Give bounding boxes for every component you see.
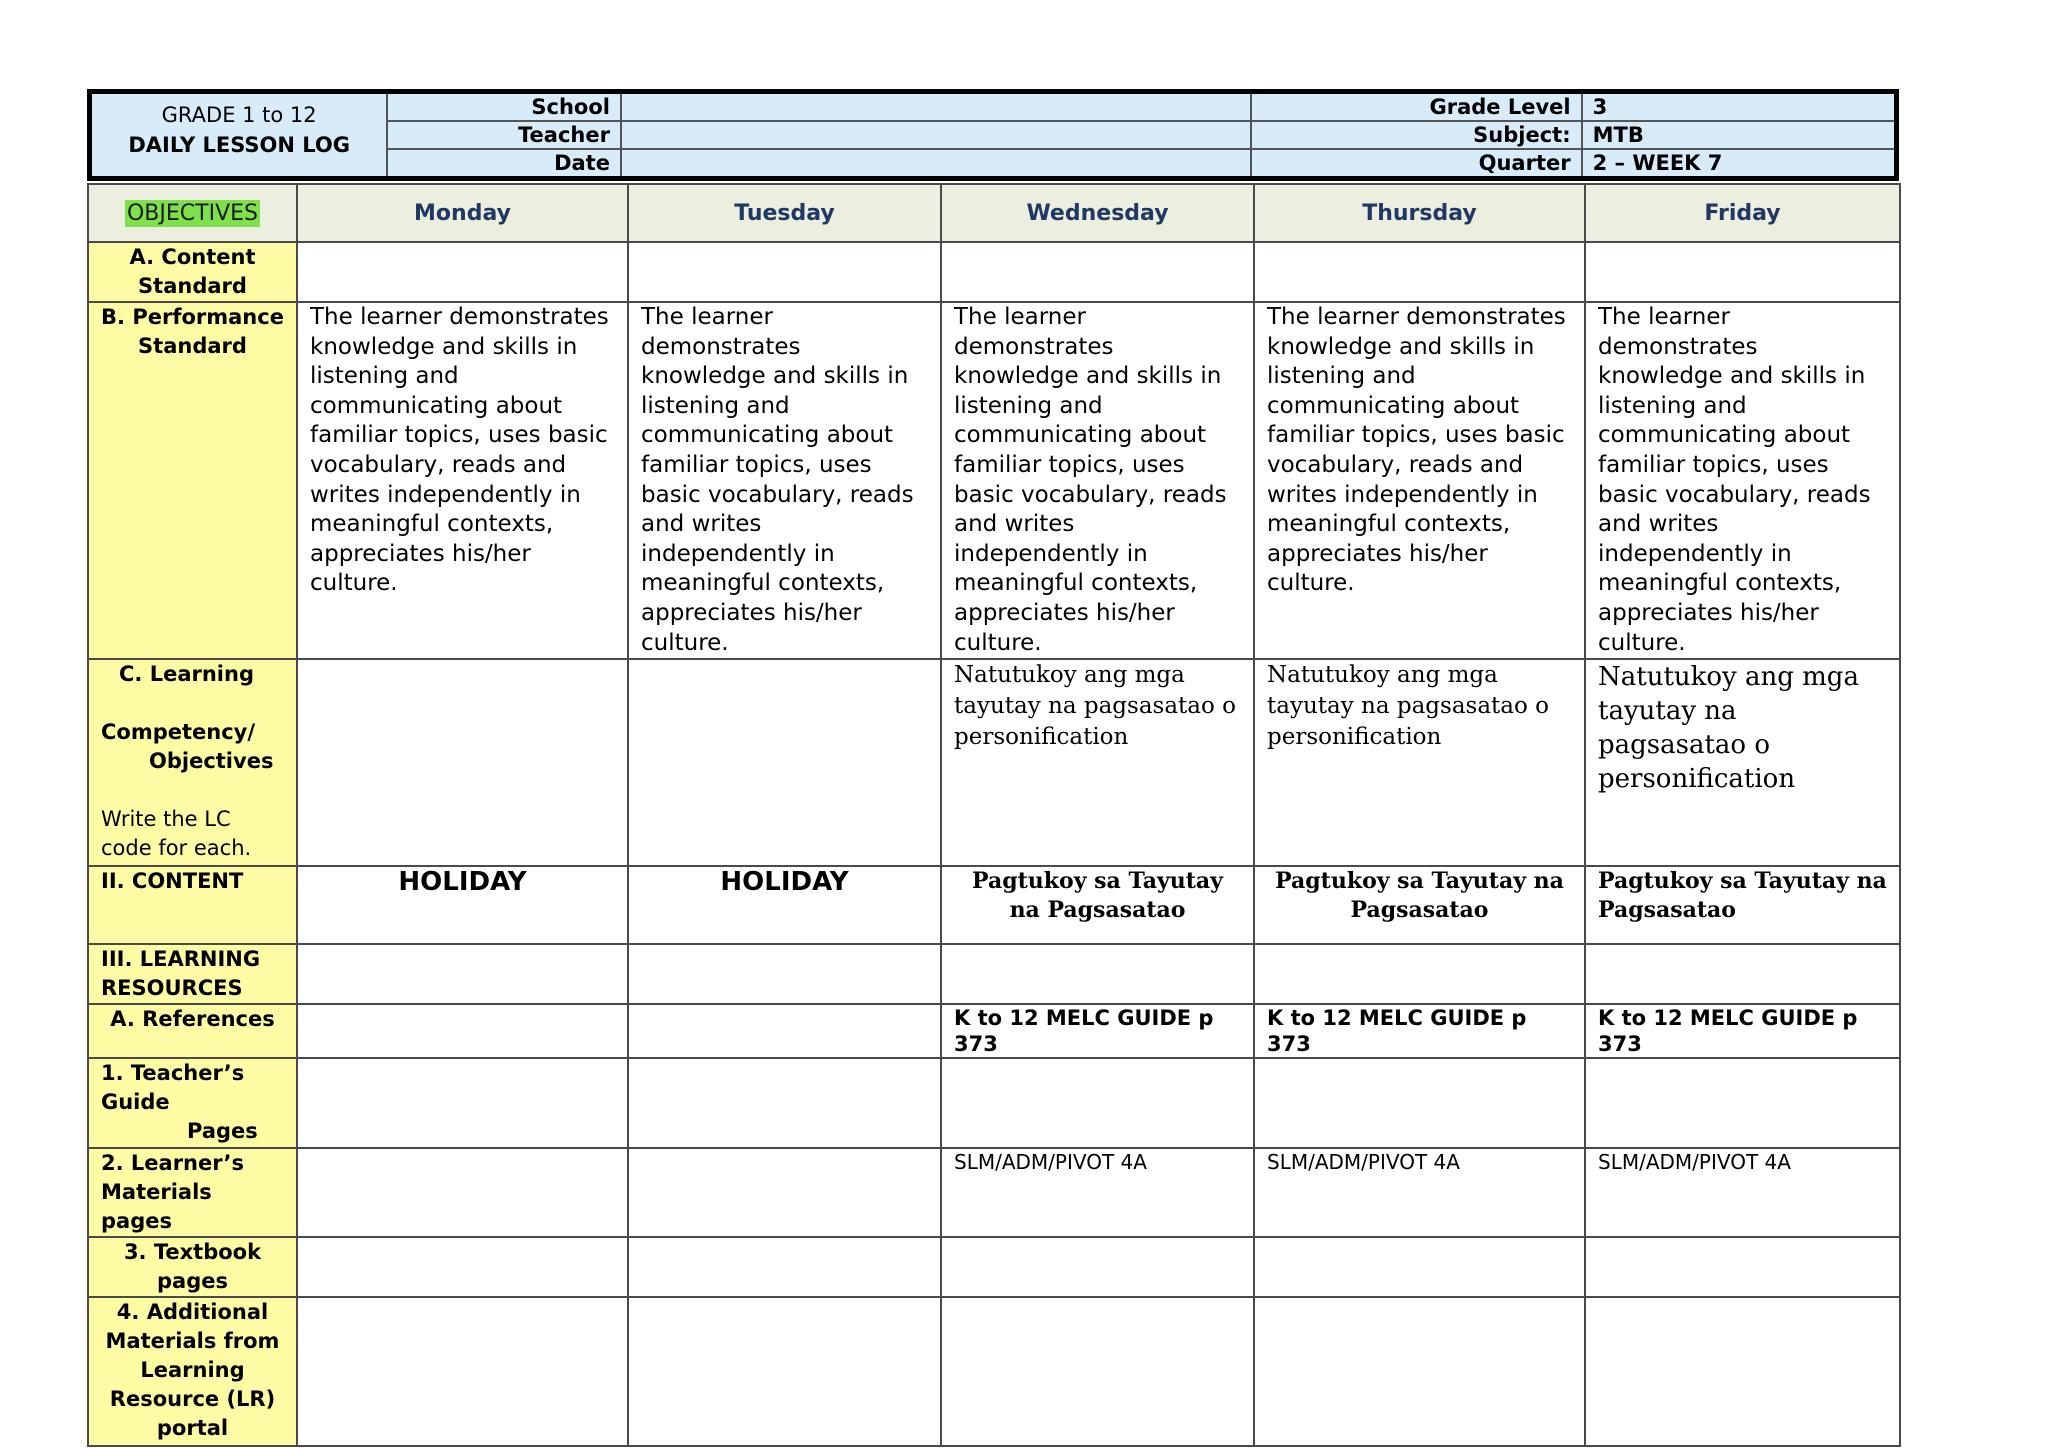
document-title: [90, 92, 388, 179]
row-textbook: [88, 1237, 1900, 1297]
title-grade-range: GRADE 1 to 12: [161, 103, 317, 127]
row-additional-materials: [88, 1297, 1900, 1446]
row-learning-resources: [88, 944, 1900, 1004]
column-header-monday: Monday: [297, 184, 628, 242]
cell-textbook-monday[interactable]: [297, 1237, 628, 1297]
cell-learners-materials-monday[interactable]: [297, 1148, 628, 1237]
cell-competency-friday[interactable]: Natutukoy ang mga tayutay na pagsasatao o personification: [1585, 659, 1900, 866]
title-daily-lesson-log: DAILY LESSON LOG: [128, 133, 350, 157]
teacher-label: Teacher: [387, 121, 621, 149]
label-references: A. References: [88, 1004, 297, 1058]
daily-lesson-log-sheet: [87, 89, 1899, 1447]
label-learning-competency: C. Learning Competency/ Objectives Write the LC code for each.: [88, 659, 297, 866]
cell-content-wednesday[interactable]: Pagtukoy sa Tayutay na Pagsasatao: [941, 866, 1254, 944]
school-label: School: [387, 92, 621, 122]
column-header-thursday: Thursday: [1254, 184, 1585, 242]
label-textbook: 3. Textbook pages: [88, 1237, 297, 1297]
cell-additional-monday[interactable]: [297, 1297, 628, 1446]
cell-teachers-guide-monday[interactable]: [297, 1058, 628, 1148]
cell-content-thursday[interactable]: Pagtukoy sa Tayutay na Pagsasatao: [1254, 866, 1585, 944]
cell-performance-standard-monday[interactable]: The learner demonstrates knowledge and skills in listening and communicating about familiar topics, uses basic vocabulary, reads and writes independently in meaningful contexts, appreciates his/her culture.: [297, 302, 628, 659]
cell-references-thursday[interactable]: K to 12 MELC GUIDE p 373: [1254, 1004, 1585, 1058]
cell-competency-wednesday[interactable]: Natutukoy ang mga tayutay na pagsasatao o personification: [941, 659, 1254, 866]
grade-level-field[interactable]: 3: [1582, 92, 1897, 122]
school-field[interactable]: [621, 92, 1251, 122]
cell-teachers-guide-tuesday[interactable]: [628, 1058, 941, 1148]
quarter-label: Quarter: [1251, 149, 1582, 179]
cell-learners-materials-tuesday[interactable]: [628, 1148, 941, 1237]
cell-learners-materials-friday[interactable]: SLM/ADM/PIVOT 4A: [1585, 1148, 1900, 1237]
teacher-field[interactable]: [621, 121, 1251, 149]
cell-content-standard-friday[interactable]: [1585, 242, 1900, 302]
cell-resources-monday[interactable]: [297, 944, 628, 1004]
cell-textbook-thursday[interactable]: [1254, 1237, 1585, 1297]
column-header-wednesday: Wednesday: [941, 184, 1254, 242]
cell-content-tuesday[interactable]: HOLIDAY: [628, 866, 941, 944]
date-label: Date: [387, 149, 621, 179]
row-learners-materials: [88, 1148, 1900, 1237]
cell-competency-tuesday[interactable]: [628, 659, 941, 866]
cell-performance-standard-tuesday[interactable]: The learner demonstrates knowledge and skills in listening and communicating about familiar topics, uses basic vocabulary, reads and writes independently in meaningful contexts, appreciates his/her culture.: [628, 302, 941, 659]
cell-additional-wednesday[interactable]: [941, 1297, 1254, 1446]
subject-label: Subject:: [1251, 121, 1582, 149]
cell-resources-friday[interactable]: [1585, 944, 1900, 1004]
cell-teachers-guide-wednesday[interactable]: [941, 1058, 1254, 1148]
column-header-friday: Friday: [1585, 184, 1900, 242]
cell-references-tuesday[interactable]: [628, 1004, 941, 1058]
lc-code-note: Write the LC code for each.: [101, 807, 252, 861]
quarter-field[interactable]: 2 – WEEK 7: [1582, 149, 1897, 179]
cell-learners-materials-thursday[interactable]: SLM/ADM/PIVOT 4A: [1254, 1148, 1585, 1237]
cell-performance-standard-wednesday[interactable]: The learner demonstrates knowledge and skills in listening and communicating about familiar topics, uses basic vocabulary, reads and writes independently in meaningful contexts, appreciates his/her culture.: [941, 302, 1254, 659]
label-content: II. CONTENT: [88, 866, 297, 944]
cell-performance-standard-thursday[interactable]: The learner demonstrates knowledge and skills in listening and communicating about familiar topics, uses basic vocabulary, reads and writes independently in meaningful contexts, appreciates his/her culture.: [1254, 302, 1585, 659]
subject-field[interactable]: MTB: [1582, 121, 1897, 149]
cell-additional-friday[interactable]: [1585, 1297, 1900, 1446]
label-content-standard: A. Content Standard: [88, 242, 297, 302]
cell-content-friday[interactable]: Pagtukoy sa Tayutay na Pagsasatao: [1585, 866, 1900, 944]
cell-additional-tuesday[interactable]: [628, 1297, 941, 1446]
header-table: [87, 89, 1899, 181]
row-performance-standard: [88, 302, 1900, 659]
label-learning-resources: III. LEARNING RESOURCES: [88, 944, 297, 1004]
cell-content-standard-thursday[interactable]: [1254, 242, 1585, 302]
objectives-column-header: OBJECTIVES: [88, 184, 297, 242]
cell-additional-thursday[interactable]: [1254, 1297, 1585, 1446]
column-header-tuesday: Tuesday: [628, 184, 941, 242]
cell-resources-tuesday[interactable]: [628, 944, 941, 1004]
cell-resources-thursday[interactable]: [1254, 944, 1585, 1004]
row-content-standard: [88, 242, 1900, 302]
cell-content-standard-tuesday[interactable]: [628, 242, 941, 302]
cell-content-monday[interactable]: HOLIDAY: [297, 866, 628, 944]
grade-level-label: Grade Level: [1251, 92, 1582, 122]
day-header-row: [88, 184, 1900, 242]
cell-content-standard-monday[interactable]: [297, 242, 628, 302]
row-content: [88, 866, 1900, 944]
label-performance-standard: B. Performance Standard: [88, 302, 297, 659]
row-learning-competency: [88, 659, 1900, 866]
cell-content-standard-wednesday[interactable]: [941, 242, 1254, 302]
label-teachers-guide: 1. Teacher’s Guide Pages: [88, 1058, 297, 1148]
cell-textbook-tuesday[interactable]: [628, 1237, 941, 1297]
cell-performance-standard-friday[interactable]: The learner demonstrates knowledge and skills in listening and communicating about familiar topics, uses basic vocabulary, reads and writes independently in meaningful contexts, appreciates his/her culture.: [1585, 302, 1900, 659]
cell-competency-thursday[interactable]: Natutukoy ang mga tayutay na pagsasatao o personification: [1254, 659, 1585, 866]
date-field[interactable]: [621, 149, 1251, 179]
lesson-log-table: [87, 183, 1901, 1447]
row-references: [88, 1004, 1900, 1058]
cell-teachers-guide-thursday[interactable]: [1254, 1058, 1585, 1148]
cell-references-friday[interactable]: K to 12 MELC GUIDE p 373: [1585, 1004, 1900, 1058]
row-teachers-guide: [88, 1058, 1900, 1148]
cell-references-wednesday[interactable]: K to 12 MELC GUIDE p 373: [941, 1004, 1254, 1058]
cell-resources-wednesday[interactable]: [941, 944, 1254, 1004]
cell-textbook-friday[interactable]: [1585, 1237, 1900, 1297]
cell-textbook-wednesday[interactable]: [941, 1237, 1254, 1297]
label-additional-materials: 4. Additional Materials from Learning Resource (LR) portal: [88, 1297, 297, 1446]
cell-learners-materials-wednesday[interactable]: SLM/ADM/PIVOT 4A: [941, 1148, 1254, 1237]
cell-teachers-guide-friday[interactable]: [1585, 1058, 1900, 1148]
label-learners-materials: 2. Learner’s Materials pages: [88, 1148, 297, 1237]
cell-references-monday[interactable]: [297, 1004, 628, 1058]
cell-competency-monday[interactable]: [297, 659, 628, 866]
